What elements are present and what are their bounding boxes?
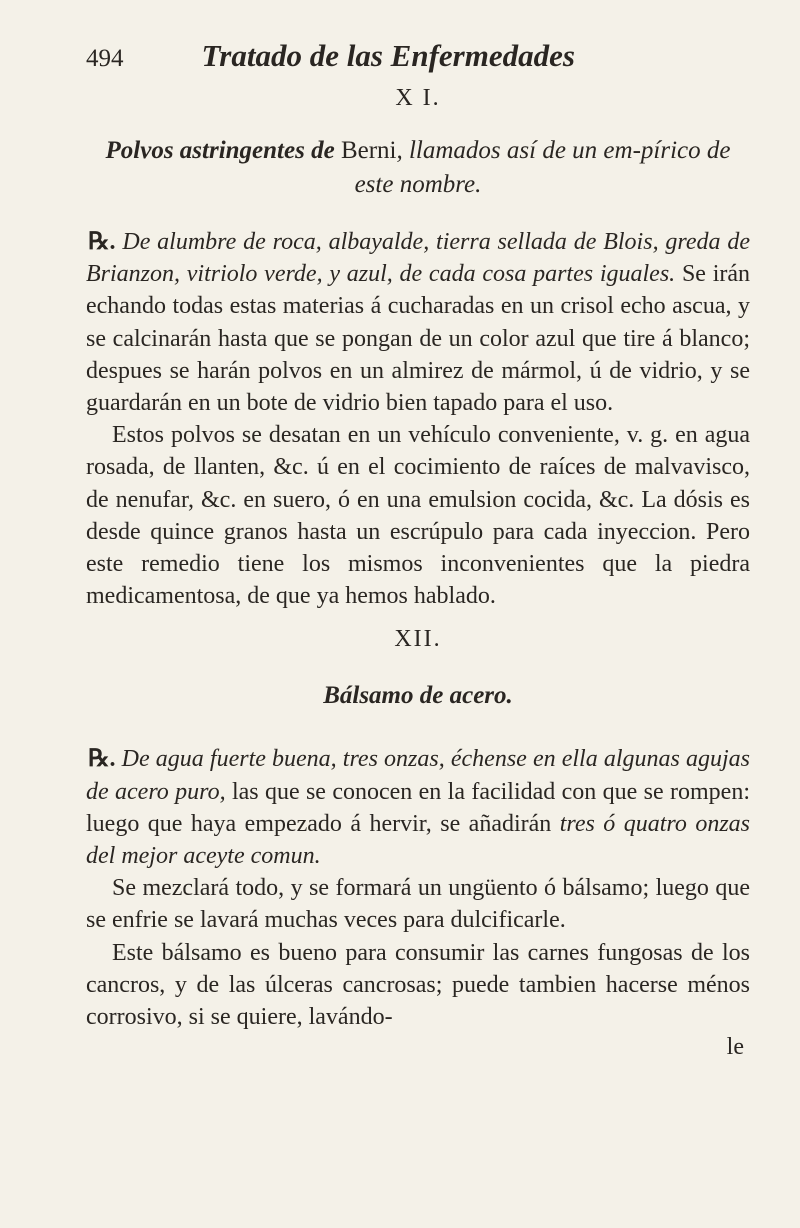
- paragraph-usage-xi: Estos polvos se desatan en un vehículo conveniente, v. g. en agua rosada, de llanten, &c. ú en el cocimiento de raíces de malvavisco, de nenufar, &c. en suero, ó en una emulsion cocida, &c. La dósis es desde quince granos hasta un escrúpulo para cada inyeccion. Pero este remedio tiene los mismos inconvenientes que la piedra medicamentosa, de que ya hemos hablado.: [86, 422, 750, 610]
- section-title-xii-text: Bálsamo de acero.: [323, 682, 513, 710]
- section-title-xi-part3: , llamados así de un em-pírico de este nombre.: [354, 137, 731, 198]
- paragraph-usage-xii: Este bálsamo es bueno para consumir las carnes fungosas de los cancros, y de las úlceras cancrosas; puede tambien hacerse ménos corrosivo, si se quiere, lavándo-: [86, 939, 750, 1031]
- running-title: Tratado de las Enfermedades: [201, 38, 575, 73]
- recipe-symbol: ℞.: [88, 229, 116, 255]
- page-number: 494: [86, 45, 124, 72]
- catchword: le: [726, 1034, 744, 1061]
- paragraph-mixing-xii: Se mezclará todo, y se formará un ungüento ó bálsamo; luego que se enfrie se lavará muchas veces para dulcificarle.: [86, 875, 750, 934]
- recipe-instructions-xi: Se irán echando todas estas materias á cucharadas en un crisol echo ascua, y se calcinarán hasta que se pongan de un color azul que tire á blanco; despues se harán polvos en un almirez de mármol, ú de vidrio, y se guardarán en un bote de vidrio bien tapado para el uso.: [86, 261, 751, 417]
- recipe-addition-xii: tres ó quatro onzas del mejor aceyte comun.: [86, 810, 750, 870]
- recipe-ingredients-xi: De alumbre de roca, albayalde, tierra sellada de Blois, greda de Brianzon, vitriolo verde, y azul, de cada cosa partes iguales.: [86, 229, 751, 288]
- section-title-xi-part1: Polvos astringentes de: [105, 137, 335, 164]
- section-title-xi-name: Berni: [340, 137, 397, 164]
- section-title-xii: [98, 679, 738, 713]
- section-number-xi: X I.: [395, 85, 441, 111]
- recipe-ingredients-xii: De agua fuerte buena, tres onzas, échense en ella algunas agujas de acero puro,: [86, 746, 751, 805]
- running-head: [86, 38, 750, 77]
- recipe-paragraph-xi: [86, 226, 750, 419]
- section-title-xi: [98, 134, 738, 202]
- recipe-instructions-xii: las que se conocen en la facilidad con que se rompen: luego que haya empezado á hervir, se añadirán: [86, 778, 750, 837]
- recipe-symbol: ℞.: [88, 746, 116, 773]
- section-number-xii: XII.: [394, 626, 442, 653]
- recipe-paragraph-xii: [86, 743, 750, 872]
